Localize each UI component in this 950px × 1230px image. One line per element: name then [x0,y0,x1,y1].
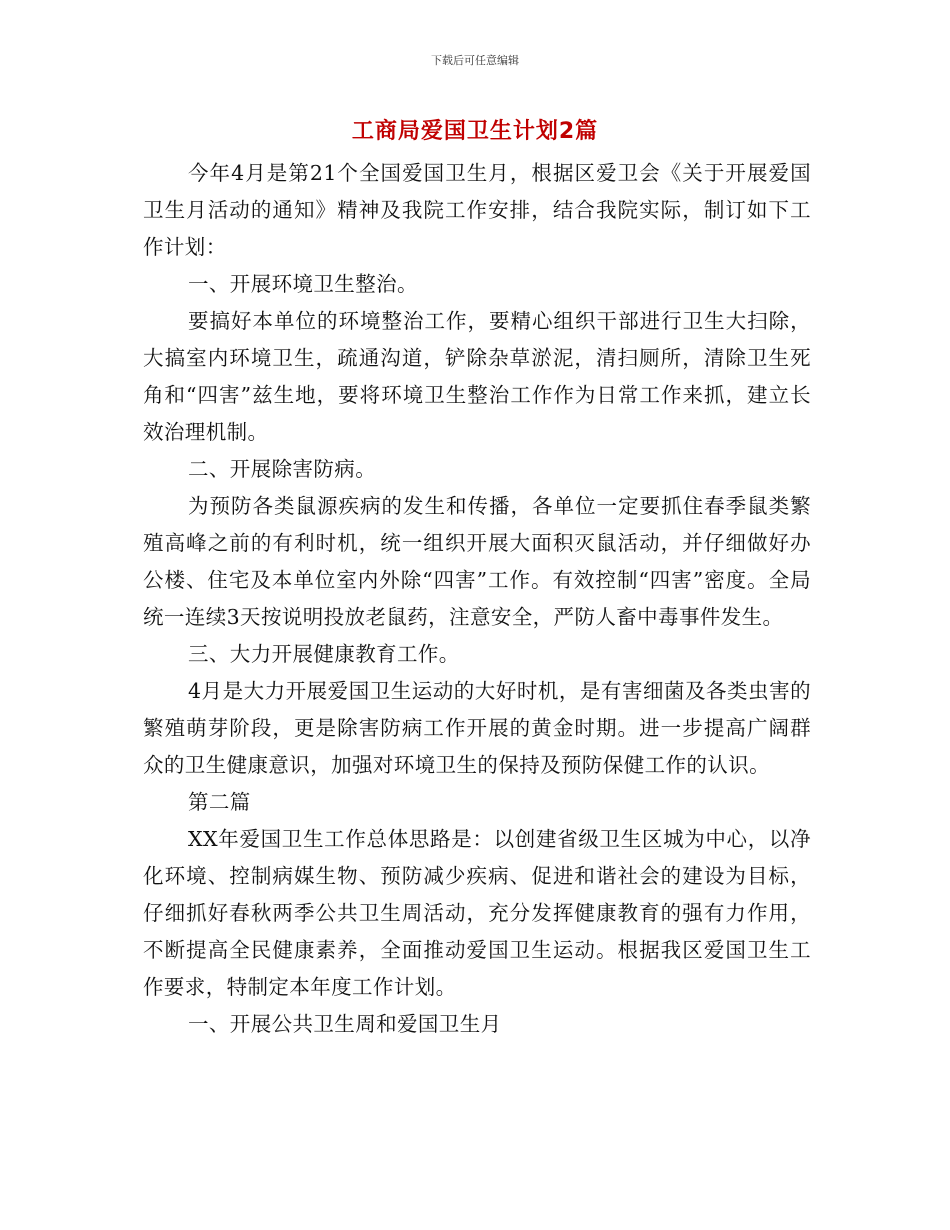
paragraph-intro: 今年4月是第21个全国爱国卫生月，根据区爱卫会《关于开展爱国卫生月活动的通知》精神及我院工作安排，结合我院实际，制订如下工作计划： [143,161,811,259]
heading-health-education: 三、大力开展健康教育工作。 [188,642,460,666]
paragraph-health-education: 4月是大力开展爱国卫生运动的大好时机，是有害细菌及各类虫害的繁殖萌芽阶段，更是除害防病工作开展的黄金时期。进一步提高广阔群众的卫生健康意识，加强对环境卫生的保持及预防保健工作的认识。 [143,679,811,777]
paragraph-part-two: XX年爱国卫生工作总体思路是：以创建省级卫生区城为中心，以净化环境、控制病媒生物、预防减少疾病、促进和谐社会的建设为目标，仔细抓好春秋两季公共卫生周活动，充分发挥健康教育的强有力作用，不断提高全民健康素养，全面推动爱国卫生运动。根据我区爱国卫生工作要求，特制定本年度工作计划。 [143,827,811,999]
heading-part-two: 第二篇 [188,790,251,814]
heading-public-health-week: 一、开展公共卫生周和爱国卫生月 [188,1012,502,1036]
heading-environment: 一、开展环境卫生整治。 [188,272,418,296]
document-title: 工商局爱国卫生计划2篇 [351,119,599,144]
header-note: 下载后可任意编辑 [431,54,519,67]
document-body [143,155,811,1043]
paragraph-pest-control: 为预防各类鼠源疾病的发生和传播，各单位一定要抓住春季鼠类繁殖高峰之前的有利时机，统一组织开展大面积灭鼠活动，并仔细做好办公楼、住宅及本单位室内外除“四害”工作。有效控制“四害”密度。全局统一连续3天按说明投放老鼠药，注意安全，严防人畜中毒事件发生。 [143,494,811,629]
paragraph-environment: 要搞好本单位的环境整治工作，要精心组织干部进行卫生大扫除，大搞室内环境卫生，疏通沟道，铲除杂草淤泥，清扫厕所，清除卫生死角和“四害”兹生地，要将环境卫生整治工作作为日常工作来抓，建立长效治理机制。 [143,309,811,444]
heading-pest-control: 二、开展除害防病。 [188,457,377,481]
